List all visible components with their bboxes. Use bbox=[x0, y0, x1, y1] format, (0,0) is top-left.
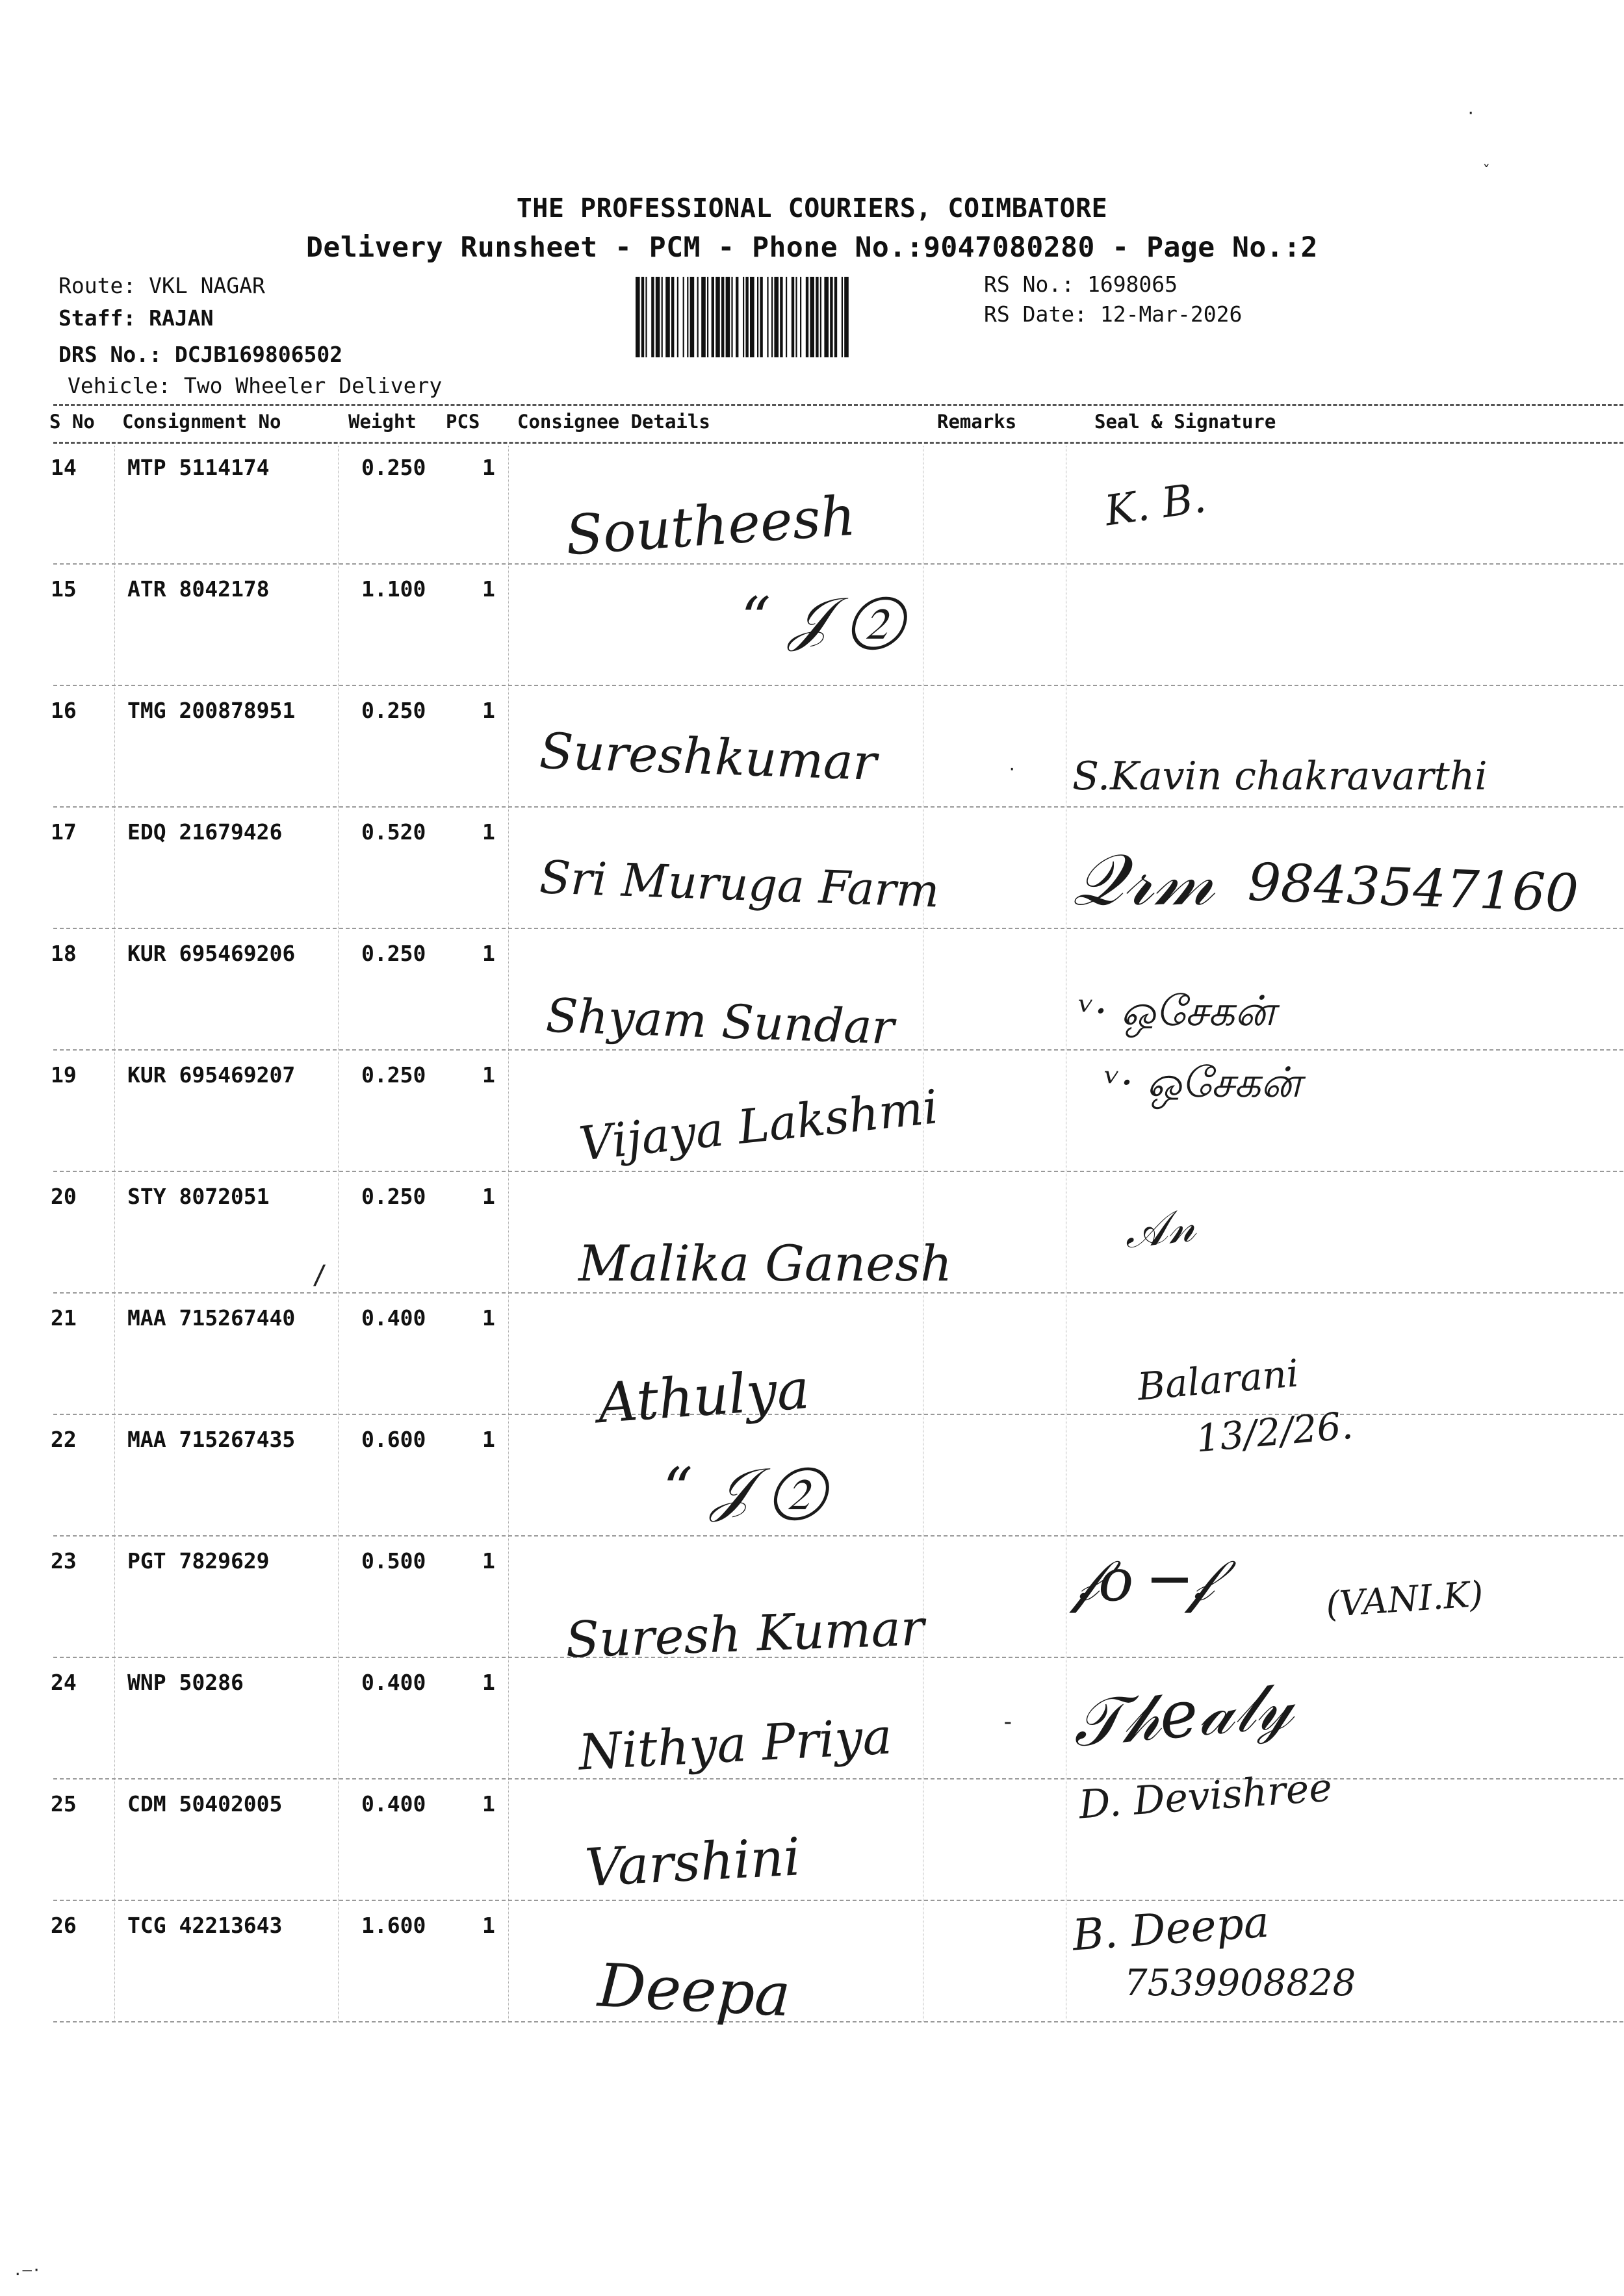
barcode-bar bbox=[701, 277, 706, 357]
vehicle-label: Vehicle: bbox=[68, 373, 171, 398]
rs-date-value: 12-Mar-2026 bbox=[1100, 301, 1243, 327]
barcode-bar bbox=[745, 277, 748, 357]
row-sno: 19 bbox=[51, 1062, 77, 1088]
scan-speck: ˇ bbox=[1482, 162, 1491, 181]
row-consignment-no: WNP 50286 bbox=[127, 1670, 244, 1695]
route-line bbox=[58, 273, 265, 298]
row-divider bbox=[53, 1414, 1623, 1415]
col-sno: S No bbox=[49, 411, 95, 433]
row-consignment-no: MAA 715267435 bbox=[127, 1427, 296, 1452]
row-consignment-no: EDQ 21679426 bbox=[127, 819, 283, 845]
company-title: THE PROFESSIONAL COURIERS, COIMBATORE bbox=[516, 194, 1108, 223]
barcode-bar bbox=[712, 277, 714, 357]
drs-line bbox=[58, 342, 342, 367]
column-separator bbox=[508, 446, 509, 2022]
row-pcs: 1 bbox=[482, 1670, 495, 1695]
row-divider bbox=[53, 685, 1623, 686]
staff-value: RAJAN bbox=[149, 305, 214, 331]
row-weight: 0.250 bbox=[361, 455, 426, 480]
barcode-bar bbox=[750, 277, 754, 357]
handwritten-signature: Balarani bbox=[1135, 1351, 1301, 1409]
row-pcs: 1 bbox=[482, 941, 495, 966]
handwritten-signature: S.Kavin chakravarthi bbox=[1072, 754, 1488, 799]
row-divider bbox=[53, 1778, 1623, 1779]
column-separator bbox=[114, 446, 115, 2022]
handwritten-signature: (VANI.K) bbox=[1324, 1573, 1485, 1626]
row-consignment-no: MTP 5114174 bbox=[127, 455, 270, 480]
barcode-bar bbox=[726, 277, 730, 357]
row-consignment-no: KUR 695469207 bbox=[127, 1062, 296, 1088]
handwritten-consignee: Shyam Sundar bbox=[545, 988, 896, 1055]
row-weight: 0.250 bbox=[361, 941, 426, 966]
barcode-bar bbox=[774, 277, 779, 357]
row-pcs: 1 bbox=[482, 1062, 495, 1088]
drs-value: DCJB169806502 bbox=[174, 342, 343, 367]
handwritten-consignee: Southeesh bbox=[563, 483, 858, 568]
row-weight: 0.520 bbox=[361, 819, 426, 845]
barcode-bar bbox=[707, 277, 708, 357]
handwritten-phone: 9843547160 bbox=[1246, 852, 1580, 924]
barcode-bar bbox=[824, 277, 829, 357]
row-weight: 0.250 bbox=[361, 698, 426, 723]
scan-speck: · bbox=[1007, 760, 1017, 778]
row-pcs: 1 bbox=[482, 1791, 495, 1817]
row-consignment-no: PGT 7829629 bbox=[127, 1548, 270, 1574]
handwritten-signature: K. B. bbox=[1102, 474, 1209, 536]
barcode-bar bbox=[715, 277, 720, 357]
barcode-bar bbox=[736, 277, 738, 357]
row-consignment-no: ATR 8042178 bbox=[127, 576, 270, 602]
handwritten-signature: D. Devishree bbox=[1077, 1765, 1334, 1828]
row-pcs: 1 bbox=[482, 819, 495, 845]
row-divider bbox=[53, 928, 1623, 929]
row-consignment-no: CDM 50402005 bbox=[127, 1791, 283, 1817]
row-pcs: 1 bbox=[482, 1184, 495, 1209]
handwritten-consignee: Sri Muruga Farm bbox=[538, 850, 940, 918]
row-pcs: 1 bbox=[482, 576, 495, 602]
barcode-bar bbox=[810, 277, 814, 357]
scan-speck: / bbox=[312, 1260, 328, 1290]
row-consignment-no: STY 8072051 bbox=[127, 1184, 270, 1209]
col-consignee: Consignee Details bbox=[517, 411, 710, 433]
col-weight: Weight bbox=[348, 411, 417, 433]
row-divider bbox=[53, 1171, 1623, 1172]
handwritten-phone: 7539908828 bbox=[1124, 1962, 1356, 2004]
vehicle-value: Two Wheeler Delivery bbox=[183, 373, 443, 398]
row-divider bbox=[53, 1292, 1623, 1294]
row-sno: 16 bbox=[51, 698, 77, 723]
route-value: VKL NAGAR bbox=[149, 273, 265, 298]
barcode-bar bbox=[731, 277, 732, 357]
handwritten-consignee: Deepa bbox=[596, 1950, 793, 2030]
row-sno: 21 bbox=[51, 1305, 77, 1331]
barcode-bar bbox=[662, 277, 663, 357]
handwritten-date: 13/2/26. bbox=[1194, 1403, 1355, 1461]
barcode-bar bbox=[842, 277, 843, 357]
handwritten-consignee: Vijaya Lakshmi bbox=[576, 1079, 941, 1171]
rs-no-label: RS No.: bbox=[984, 272, 1075, 297]
row-weight: 0.400 bbox=[361, 1791, 426, 1817]
scan-speck: - bbox=[1001, 1709, 1015, 1735]
handwritten-mark: “ 𝒥 ② bbox=[741, 585, 903, 653]
barcode-bar bbox=[800, 277, 801, 357]
barcode-bar bbox=[830, 277, 832, 357]
handwritten-consignee: Athulya bbox=[595, 1357, 812, 1436]
row-weight: 0.250 bbox=[361, 1062, 426, 1088]
col-consignment: Consignment No bbox=[122, 411, 281, 433]
header-top-divider bbox=[53, 404, 1623, 406]
barcode-bar bbox=[721, 277, 724, 357]
row-consignment-no: TMG 200878951 bbox=[127, 698, 296, 723]
staff-line bbox=[58, 305, 213, 331]
col-pcs: PCS bbox=[446, 411, 480, 433]
col-seal: Seal & Signature bbox=[1094, 411, 1276, 433]
staff-label: Staff: bbox=[58, 305, 136, 331]
barcode-bar bbox=[806, 277, 808, 357]
row-pcs: 1 bbox=[482, 1548, 495, 1574]
row-consignment-no: TCG 42213643 bbox=[127, 1913, 283, 1938]
handwritten-signature-scrawl: 𝒻𝑜 ─𝒻 bbox=[1072, 1546, 1214, 1614]
barcode-bar bbox=[677, 277, 678, 357]
barcode-bar bbox=[786, 277, 787, 357]
handwritten-signature-scrawl: ᵛ· ஒசேகன் bbox=[1079, 988, 1276, 1036]
row-divider bbox=[53, 563, 1623, 565]
barcode-bar bbox=[641, 277, 644, 357]
handwritten-consignee: Malika Ganesh bbox=[578, 1234, 953, 1292]
barcode-bar bbox=[757, 277, 758, 357]
rs-date-line bbox=[984, 301, 1242, 327]
row-divider bbox=[53, 1535, 1623, 1537]
barcode-bar bbox=[671, 277, 674, 357]
row-sno: 20 bbox=[51, 1184, 77, 1209]
barcode-bar bbox=[834, 277, 837, 357]
barcode-bar bbox=[792, 277, 794, 357]
row-sno: 14 bbox=[51, 455, 77, 480]
barcode-bar bbox=[780, 277, 782, 357]
row-sno: 18 bbox=[51, 941, 77, 966]
column-separator bbox=[338, 446, 339, 2022]
handwritten-consignee: Sureshkumar bbox=[538, 721, 878, 792]
row-pcs: 1 bbox=[482, 1427, 495, 1452]
row-divider bbox=[53, 1900, 1623, 1901]
scan-speck: .—· bbox=[13, 2261, 42, 2279]
barcode-bar bbox=[771, 277, 773, 357]
row-sno: 26 bbox=[51, 1913, 77, 1938]
rs-date-label: RS Date: bbox=[984, 301, 1087, 327]
barcode-bar bbox=[656, 277, 660, 357]
row-weight: 0.400 bbox=[361, 1305, 426, 1331]
row-sno: 22 bbox=[51, 1427, 77, 1452]
row-sno: 24 bbox=[51, 1670, 77, 1695]
barcode-bar bbox=[820, 277, 821, 357]
barcode bbox=[636, 277, 983, 357]
row-sno: 23 bbox=[51, 1548, 77, 1574]
row-weight: 0.400 bbox=[361, 1670, 426, 1695]
handwritten-mark: “ 𝒥 ② bbox=[663, 1455, 825, 1524]
rs-no-line bbox=[984, 272, 1178, 297]
row-divider bbox=[53, 2021, 1623, 2022]
row-weight: 1.100 bbox=[361, 576, 426, 602]
row-weight: 0.250 bbox=[361, 1184, 426, 1209]
handwritten-consignee: Varshini bbox=[583, 1826, 802, 1898]
barcode-bar bbox=[816, 277, 818, 357]
runsheet-subtitle: Delivery Runsheet - PCM - Phone No.:9047080280 - Page No.:2 bbox=[306, 231, 1318, 264]
handwritten-signature-scrawl: ᵛ· ஒசேகன் bbox=[1105, 1059, 1302, 1107]
barcode-bar bbox=[687, 277, 688, 357]
row-consignment-no: KUR 695469206 bbox=[127, 941, 296, 966]
handwritten-signature: B. Deepa bbox=[1070, 1896, 1271, 1961]
row-weight: 0.500 bbox=[361, 1548, 426, 1574]
barcode-bar bbox=[683, 277, 684, 357]
row-weight: 0.600 bbox=[361, 1427, 426, 1452]
barcode-bar bbox=[844, 277, 849, 357]
barcode-bar bbox=[743, 277, 744, 357]
row-sno: 15 bbox=[51, 576, 77, 602]
row-pcs: 1 bbox=[482, 698, 495, 723]
header-bottom-divider bbox=[53, 442, 1623, 444]
handwritten-signature-scrawl: 𝒬𝓇𝓂 bbox=[1072, 838, 1215, 921]
vehicle-line bbox=[68, 373, 442, 398]
barcode-bar bbox=[690, 277, 695, 357]
barcode-bar bbox=[795, 277, 797, 357]
barcode-bar bbox=[665, 277, 670, 357]
route-label: Route: bbox=[58, 273, 136, 298]
barcode-bar bbox=[697, 277, 699, 357]
barcode-bar bbox=[636, 277, 640, 357]
row-divider bbox=[53, 806, 1623, 808]
row-weight: 1.600 bbox=[361, 1913, 426, 1938]
handwritten-consignee: Nithya Priya bbox=[577, 1707, 894, 1781]
row-consignment-no: MAA 715267440 bbox=[127, 1305, 296, 1331]
handwritten-consignee: Suresh Kumar bbox=[564, 1598, 925, 1669]
row-sno: 25 bbox=[51, 1791, 77, 1817]
handwritten-signature-scrawl: 𝒜𝓃 bbox=[1121, 1198, 1198, 1259]
barcode-bar bbox=[645, 277, 647, 357]
col-remarks: Remarks bbox=[937, 411, 1017, 433]
scan-speck: · bbox=[1466, 104, 1476, 122]
barcode-bar bbox=[651, 277, 654, 357]
row-pcs: 1 bbox=[482, 455, 495, 480]
barcode-bar bbox=[760, 277, 762, 357]
row-sno: 17 bbox=[51, 819, 77, 845]
row-pcs: 1 bbox=[482, 1913, 495, 1938]
barcode-bar bbox=[767, 277, 768, 357]
drs-label: DRS No.: bbox=[58, 342, 162, 367]
handwritten-signature-scrawl: 𝒯𝒽𝑒𝒶𝓁𝓎 bbox=[1069, 1666, 1296, 1762]
rs-no-value: 1698065 bbox=[1087, 272, 1178, 297]
row-pcs: 1 bbox=[482, 1305, 495, 1331]
